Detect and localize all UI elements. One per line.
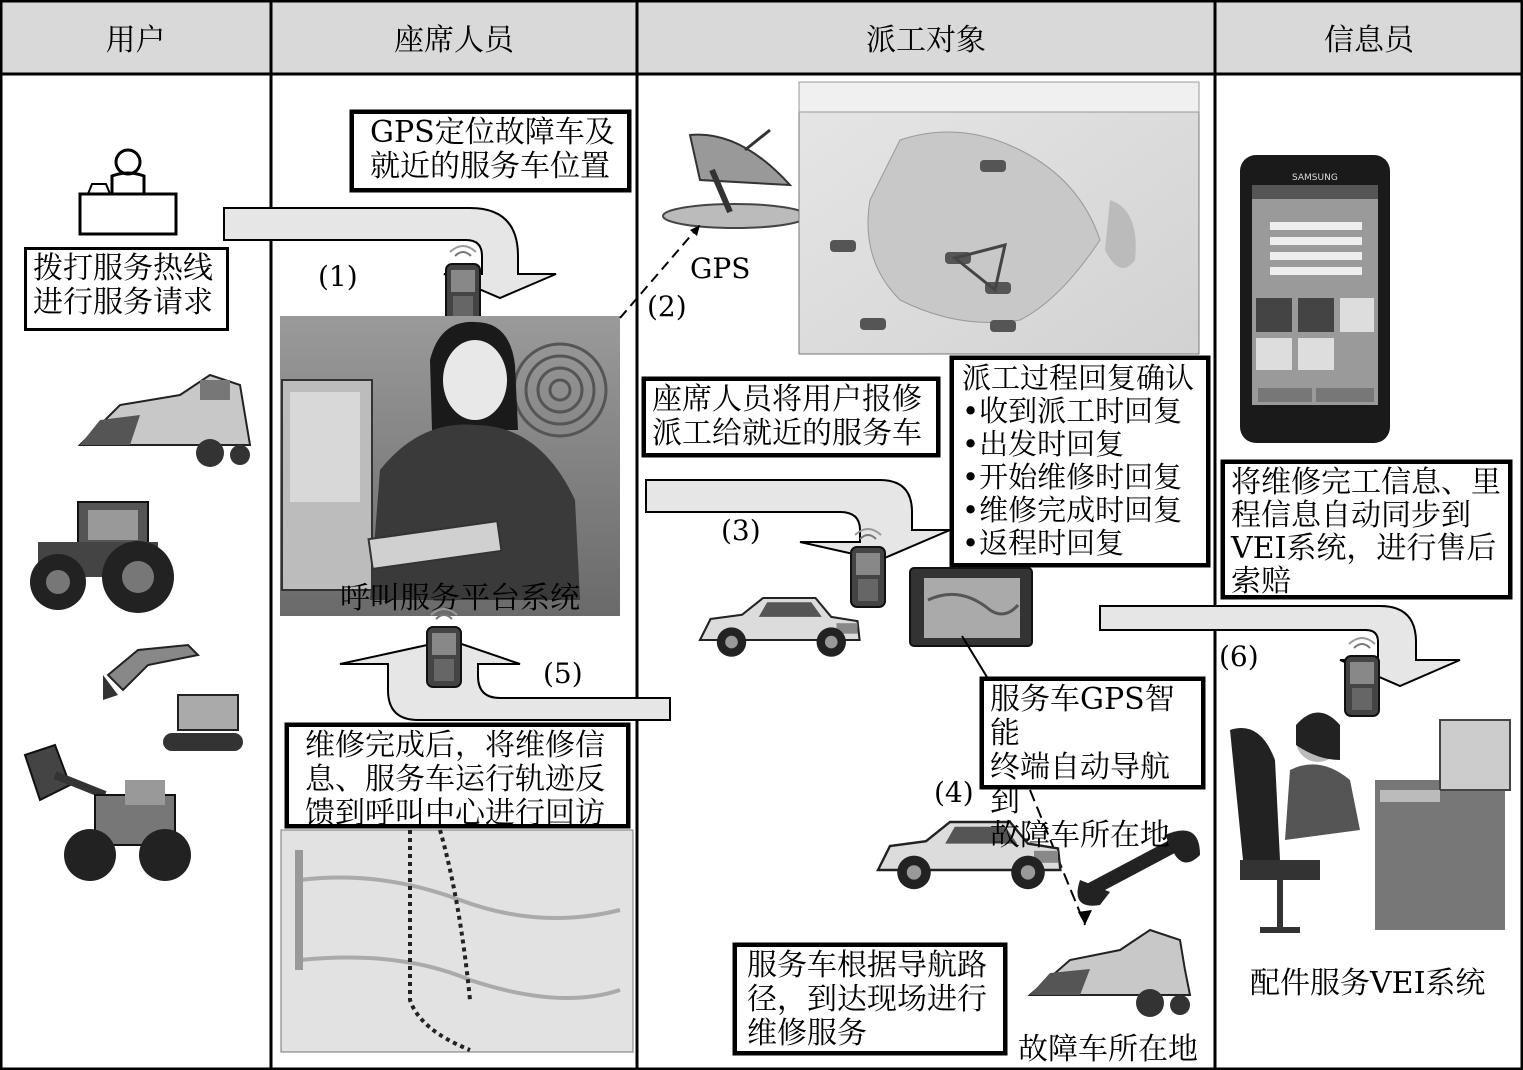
step-label-3: (3)	[721, 514, 761, 547]
excavator-image	[103, 645, 243, 751]
vei-system-label: 配件服务VEI系统	[1250, 966, 1486, 1001]
smartphone-image	[1240, 155, 1390, 443]
gps-satellite-dish-image	[663, 130, 807, 228]
china-map-screenshot	[799, 82, 1199, 354]
agent-dispatch-text: 座席人员将用户报修 派工给就近的服务车	[643, 378, 939, 456]
header-user: 用户	[105, 23, 166, 58]
broken-harvester-image	[1030, 930, 1190, 1017]
arrow-step-3	[646, 480, 950, 560]
gps-locate-text: GPS定位故障车及 就近的服务车位置	[351, 111, 630, 191]
service-truck-image-1	[700, 598, 860, 657]
info-clerk-image	[1222, 713, 1512, 936]
phone-icon-6	[1345, 638, 1379, 716]
harvester-image	[80, 375, 250, 467]
gps-label: GPS	[690, 252, 751, 285]
gps-navigator-image	[910, 568, 1032, 646]
sync-vei-text: 将维修完工信息、里 程信息自动同步到 VEI系统，进行售后 索赔	[1222, 461, 1511, 598]
call-request-box: 拨打服务热线 进行服务请求	[24, 247, 229, 331]
reply-confirm-text: 派工过程回复确认 •收到派工时回复 •出发时回复 •开始维修时回复 •维修完成时回复 •返程时回复	[951, 357, 1209, 566]
phone-brand-text: SAMSUNG	[1292, 173, 1338, 183]
vehicle-track-map-screenshot	[281, 830, 633, 1052]
arrow-step-5	[340, 640, 670, 720]
step-label-4: (4)	[934, 776, 974, 809]
tractor-image	[30, 502, 174, 613]
nav-path-arrowhead	[1078, 910, 1092, 925]
fault-location-label: 故障车所在地	[1018, 1032, 1198, 1067]
user-desk-icon	[80, 150, 176, 234]
gps-nav-text: 服务车GPS智能 终端自动导航到 故障车所在地	[981, 678, 1204, 788]
header-dispatch: 派工对象	[866, 23, 986, 58]
loader-image	[25, 745, 191, 881]
phone-icon-1	[446, 246, 480, 324]
step-label-2: (2)	[647, 290, 687, 323]
step-label-5: (5)	[543, 657, 583, 690]
step-label-6: (6)	[1219, 640, 1259, 673]
arrive-text: 服务车根据导航路 径，到达现场进行 维修服务	[734, 944, 1006, 1054]
arrow-step-6	[1100, 606, 1460, 686]
step-label-1: (1)	[318, 260, 358, 293]
phone-icon-5	[427, 609, 461, 687]
platform-label: 呼叫服务平台系统	[340, 581, 580, 616]
header-agent: 座席人员	[394, 23, 514, 58]
feedback-text: 维修完成后，将维修信 息、服务车运行轨迹反 馈到呼叫中心进行回访	[286, 724, 629, 827]
call-center-operator-image	[280, 316, 620, 616]
header-info: 信息员	[1324, 23, 1414, 58]
arrow-step-1	[224, 208, 556, 298]
